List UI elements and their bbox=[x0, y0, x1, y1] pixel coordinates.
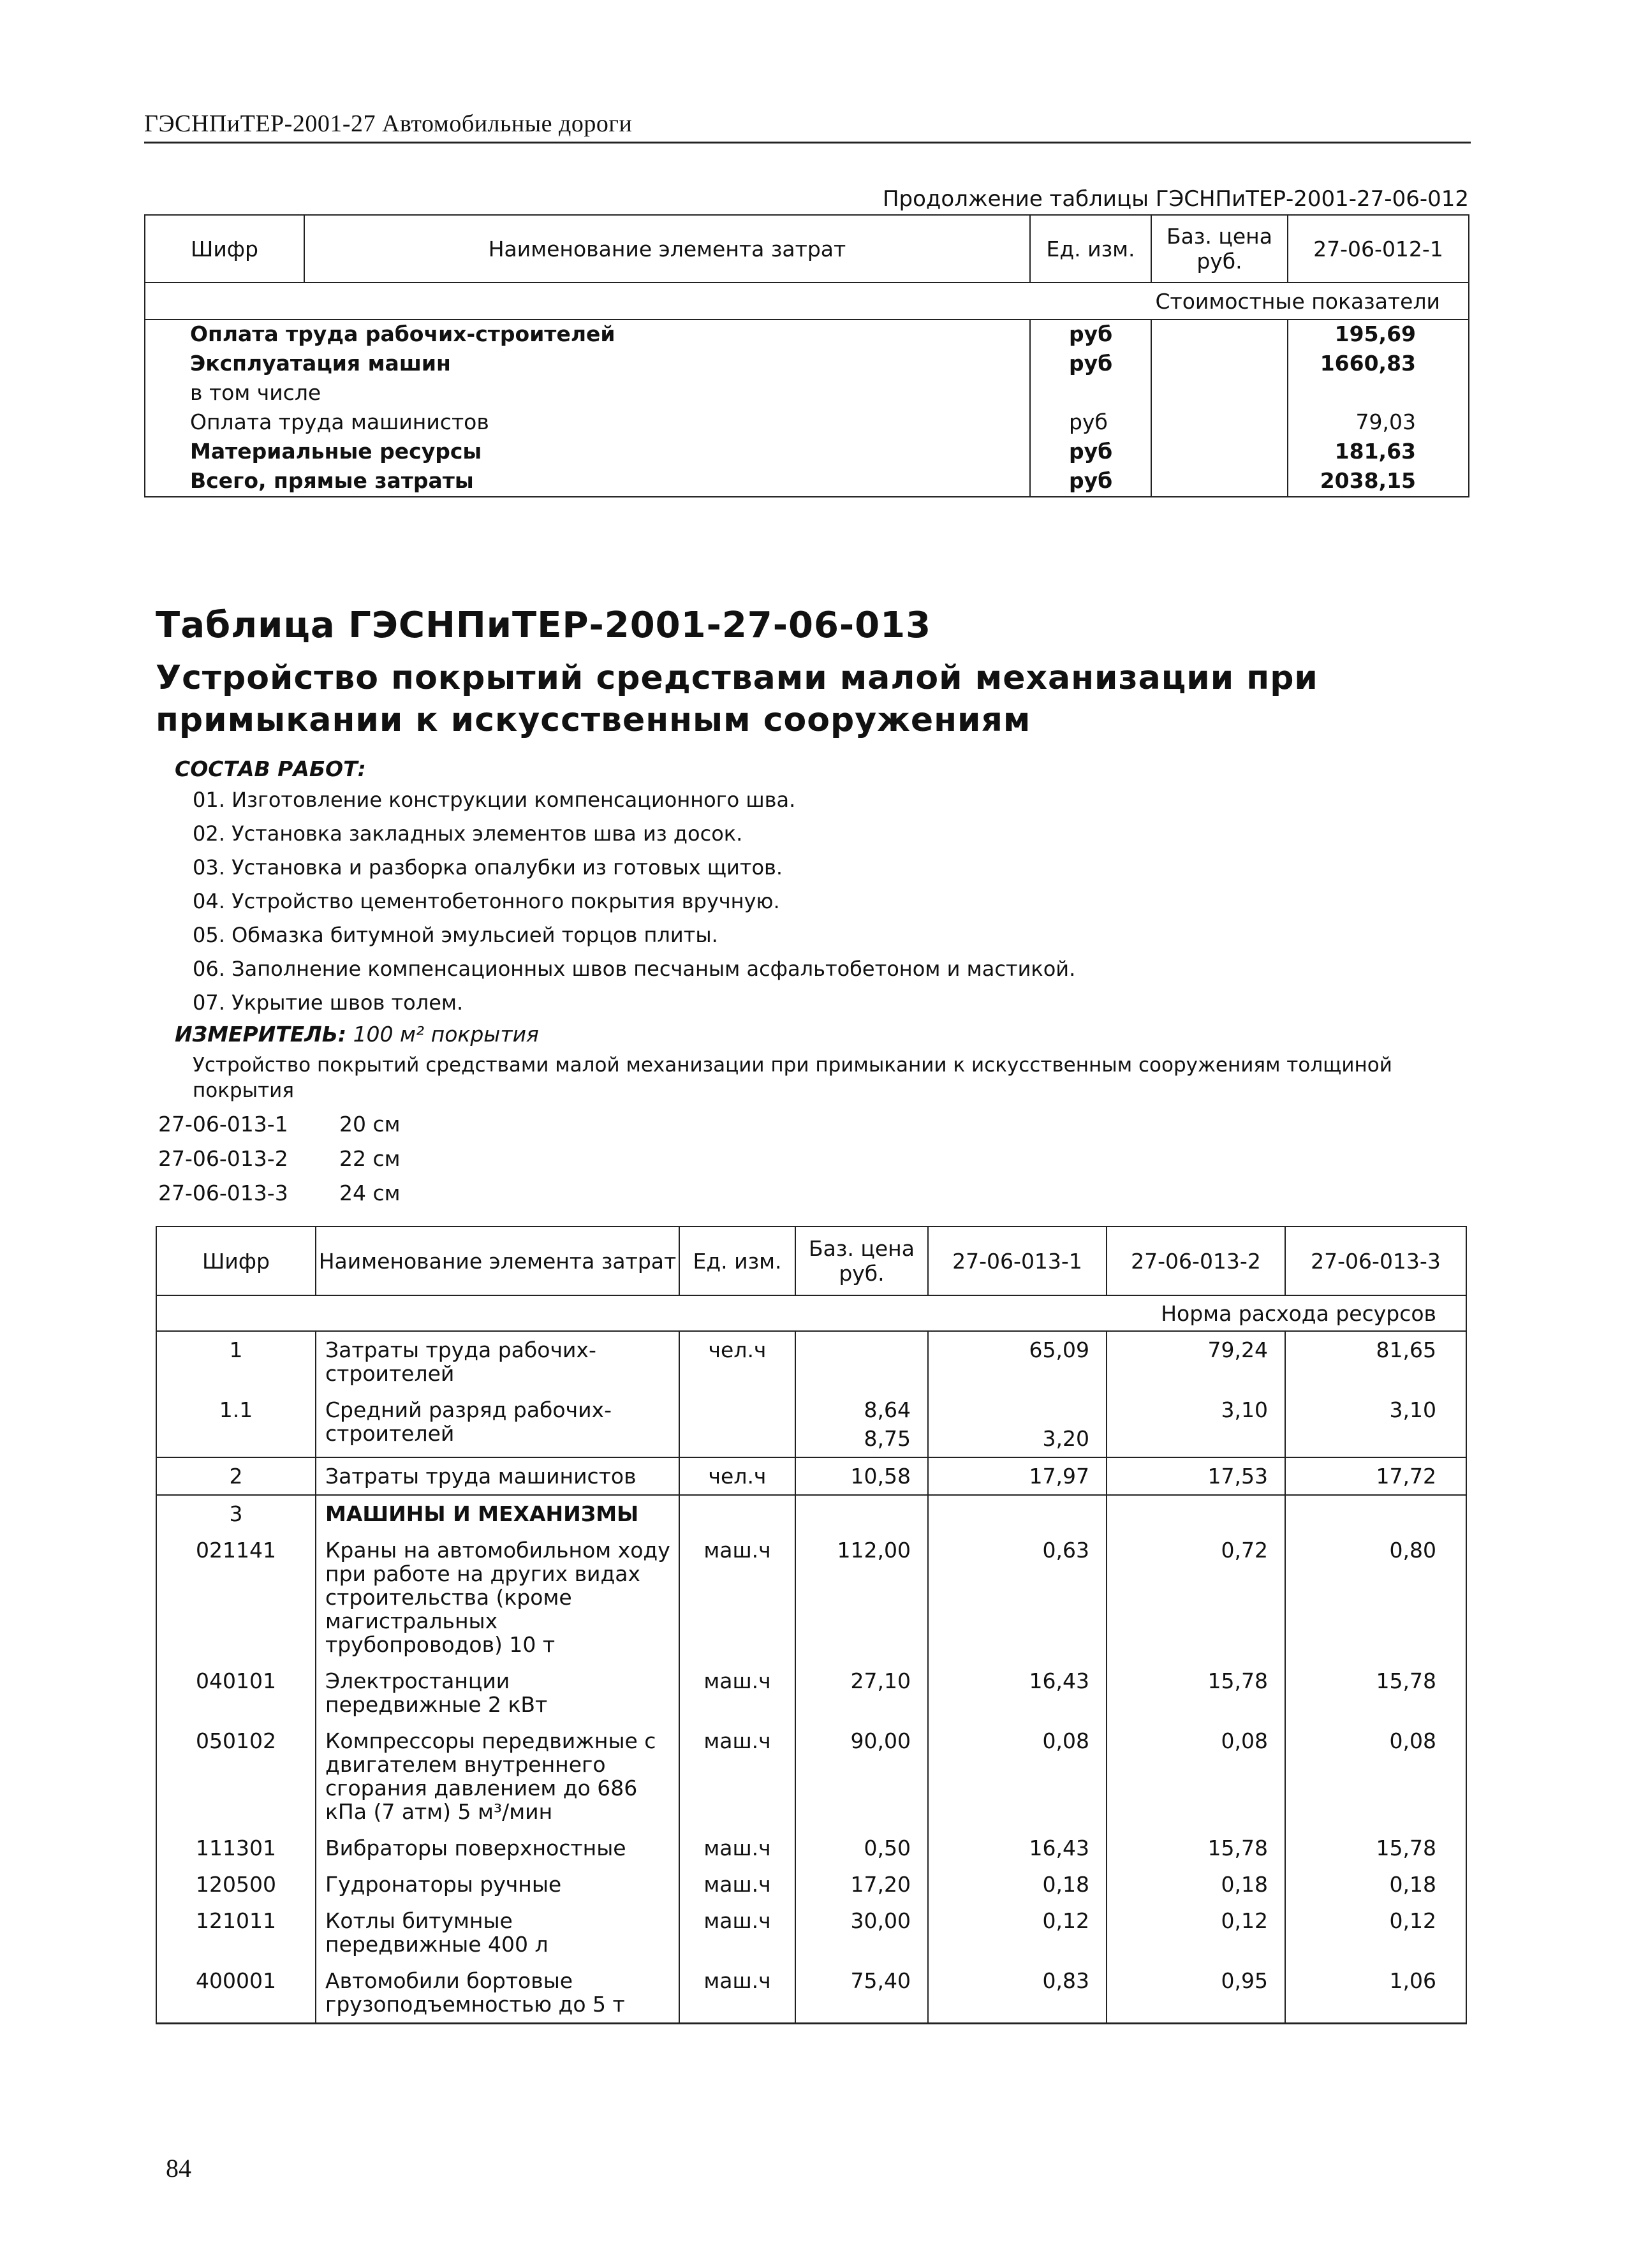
running-header: ГЭСНПиТЕР-2001-27 Автомобильные дороги bbox=[144, 110, 633, 137]
norm-value-2: 0,12 bbox=[1107, 1903, 1285, 1962]
norm-value-1 bbox=[928, 1830, 1107, 1866]
column-header: 27-06-012-1 bbox=[1288, 215, 1469, 283]
work-item: 05. Обмазка битумной эмульсией торцов плиты. bbox=[193, 923, 718, 947]
variant-row bbox=[158, 1107, 401, 1142]
variant-code: 27-06-013-2 bbox=[158, 1146, 288, 1171]
norm-value-3: 15,78 bbox=[1285, 1830, 1466, 1866]
cost-item-value: 195,69 bbox=[1288, 320, 1469, 350]
column-header: Баз. цена руб. bbox=[1151, 215, 1288, 283]
table-row bbox=[145, 379, 1469, 408]
norm-value-1 bbox=[928, 1532, 1107, 1663]
resource-price bbox=[795, 1723, 928, 1830]
resource-unit: маш.ч bbox=[679, 1962, 795, 2024]
norm-value: 0,18 bbox=[1042, 1872, 1089, 1897]
price-value: 10,58 bbox=[850, 1464, 911, 1489]
table-header-row bbox=[156, 1226, 1466, 1295]
table-row bbox=[156, 1457, 1466, 1495]
norm-value-2: 79,24 bbox=[1107, 1331, 1285, 1392]
resource-price bbox=[795, 1663, 928, 1723]
norm-value-secondary: 3,20 bbox=[1042, 1426, 1089, 1451]
cost-item-unit: руб bbox=[1030, 408, 1151, 438]
variant-list bbox=[158, 1107, 401, 1211]
price-value: 27,10 bbox=[850, 1668, 911, 1693]
column-header: 27-06-013-2 bbox=[1107, 1226, 1285, 1295]
resource-code: 3 bbox=[156, 1495, 316, 1532]
norm-value: 16,43 bbox=[1029, 1836, 1089, 1860]
cost-item-value: 1660,83 bbox=[1288, 350, 1469, 379]
works-list bbox=[193, 783, 1075, 1020]
column-header: Баз. цена руб. bbox=[795, 1226, 928, 1295]
table-row bbox=[145, 438, 1469, 467]
work-item: 02. Установка закладных элементов шва из досок. bbox=[193, 821, 743, 846]
table-subheader-row bbox=[145, 283, 1469, 320]
norm-value-1 bbox=[928, 1962, 1107, 2024]
norm-value-3: 0,18 bbox=[1285, 1866, 1466, 1903]
cost-item-price bbox=[1151, 320, 1288, 350]
norm-value: 17,97 bbox=[1029, 1464, 1089, 1489]
price-value-secondary: 8,75 bbox=[864, 1426, 911, 1451]
column-header: Наименование элемента затрат bbox=[316, 1226, 679, 1295]
table-row bbox=[145, 320, 1469, 350]
cost-item-unit: руб bbox=[1030, 467, 1151, 497]
column-header: Наименование элемента затрат bbox=[304, 215, 1030, 283]
table-row bbox=[156, 1392, 1466, 1457]
resource-unit: маш.ч bbox=[679, 1663, 795, 1723]
cost-item-unit: руб bbox=[1030, 350, 1151, 379]
norm-value-2: 0,72 bbox=[1107, 1532, 1285, 1663]
resource-price bbox=[795, 1532, 928, 1663]
resource-unit: маш.ч bbox=[679, 1866, 795, 1903]
resource-unit: чел.ч bbox=[679, 1331, 795, 1392]
resource-code: 050102 bbox=[156, 1723, 316, 1830]
price-value: 90,00 bbox=[850, 1728, 911, 1753]
resource-unit bbox=[679, 1495, 795, 1532]
variant-thickness: 22 см bbox=[339, 1146, 401, 1171]
resource-norms-table bbox=[156, 1226, 1467, 2024]
table-row bbox=[156, 1866, 1466, 1903]
column-header: Ед. изм. bbox=[679, 1226, 795, 1295]
norm-value-3: 81,65 bbox=[1285, 1331, 1466, 1392]
resource-unit: маш.ч bbox=[679, 1532, 795, 1663]
variant-thickness: 24 см bbox=[339, 1181, 401, 1205]
cost-item-price bbox=[1151, 408, 1288, 438]
norm-value-1 bbox=[928, 1457, 1107, 1495]
resource-code: 1.1 bbox=[156, 1392, 316, 1457]
resource-code: 121011 bbox=[156, 1903, 316, 1962]
variant-code: 27-06-013-3 bbox=[158, 1181, 288, 1205]
variant-row bbox=[158, 1142, 401, 1176]
norm-value: 65,09 bbox=[1029, 1337, 1089, 1362]
price-value: 30,00 bbox=[850, 1908, 911, 1933]
resource-code: 400001 bbox=[156, 1962, 316, 2024]
price-value: 0,50 bbox=[864, 1836, 911, 1860]
meter-line bbox=[175, 1022, 539, 1047]
table-subtitle: Устройство покрытий средствами малой механизации при примыкании к искусственным сооружениям bbox=[156, 659, 1318, 739]
cost-item-price bbox=[1151, 467, 1288, 497]
cost-item-unit bbox=[1030, 379, 1151, 408]
price-value: 8,64 bbox=[864, 1397, 911, 1422]
resource-name: Электростанции передвижные 2 кВт bbox=[316, 1663, 679, 1723]
header-rule bbox=[144, 142, 1471, 144]
column-header: Шифр bbox=[156, 1226, 316, 1295]
resource-code: 1 bbox=[156, 1331, 316, 1392]
norm-value-1 bbox=[928, 1392, 1107, 1457]
table-subheader-row bbox=[156, 1295, 1466, 1331]
resource-price bbox=[795, 1866, 928, 1903]
norm-value-3: 0,08 bbox=[1285, 1723, 1466, 1830]
column-header: Шифр bbox=[145, 215, 304, 283]
norm-value-3: 3,10 bbox=[1285, 1392, 1466, 1457]
resource-code: 2 bbox=[156, 1457, 316, 1495]
norm-value: 0,63 bbox=[1042, 1538, 1089, 1563]
cost-item-name: Материальные ресурсы bbox=[145, 438, 1030, 467]
cost-item-value bbox=[1288, 379, 1469, 408]
cost-item-value: 181,63 bbox=[1288, 438, 1469, 467]
resource-price bbox=[795, 1457, 928, 1495]
resource-name: Краны на автомобильном ходу при работе на других видах строительства (кроме магистральных трубопроводов) 10 т bbox=[316, 1532, 679, 1663]
cost-item-name: Оплата труда машинистов bbox=[145, 408, 1030, 438]
cost-item-name: Эксплуатация машин bbox=[145, 350, 1030, 379]
table-row bbox=[145, 408, 1469, 438]
norm-value-3: 0,80 bbox=[1285, 1532, 1466, 1663]
resource-unit: чел.ч bbox=[679, 1457, 795, 1495]
table-row bbox=[145, 350, 1469, 379]
norm-value-2: 17,53 bbox=[1107, 1457, 1285, 1495]
cost-item-value: 79,03 bbox=[1288, 408, 1469, 438]
resource-code: 111301 bbox=[156, 1830, 316, 1866]
resource-name: Автомобили бортовые грузоподъемностью до 5 т bbox=[316, 1962, 679, 2024]
norm-value-1 bbox=[928, 1723, 1107, 1830]
cost-item-unit: руб bbox=[1030, 438, 1151, 467]
column-header: 27-06-013-1 bbox=[928, 1226, 1107, 1295]
resource-code: 040101 bbox=[156, 1663, 316, 1723]
table-title: Таблица ГЭСНПиТЕР-2001-27-06-013 bbox=[156, 605, 932, 646]
norm-value-3: 17,72 bbox=[1285, 1457, 1466, 1495]
table-header-row bbox=[145, 215, 1469, 283]
resource-unit: маш.ч bbox=[679, 1903, 795, 1962]
resource-name: Гудронаторы ручные bbox=[316, 1866, 679, 1903]
norm-value: 0,12 bbox=[1042, 1908, 1089, 1933]
cost-item-unit: руб bbox=[1030, 320, 1151, 350]
cost-item-value: 2038,15 bbox=[1288, 467, 1469, 497]
resource-code: 120500 bbox=[156, 1866, 316, 1903]
works-heading: СОСТАВ РАБОТ: bbox=[175, 756, 366, 781]
norm-value-1 bbox=[928, 1331, 1107, 1392]
work-item: 03. Установка и разборка опалубки из готовых щитов. bbox=[193, 855, 783, 880]
column-header: 27-06-013-3 bbox=[1285, 1226, 1466, 1295]
resource-code: 021141 bbox=[156, 1532, 316, 1663]
norm-value-3: 1,06 bbox=[1285, 1962, 1466, 2024]
resource-price bbox=[795, 1495, 928, 1532]
norm-value-2: 0,18 bbox=[1107, 1866, 1285, 1903]
page-number: 84 bbox=[166, 2154, 191, 2183]
norm-value: 16,43 bbox=[1029, 1668, 1089, 1693]
table-row bbox=[156, 1331, 1466, 1392]
norm-value-2: 3,10 bbox=[1107, 1392, 1285, 1457]
cost-item-name: Оплата труда рабочих-строителей bbox=[145, 320, 1030, 350]
resource-price bbox=[795, 1331, 928, 1392]
resource-price bbox=[795, 1830, 928, 1866]
price-value: 75,40 bbox=[850, 1968, 911, 1993]
table-row bbox=[156, 1495, 1466, 1532]
cost-item-price bbox=[1151, 438, 1288, 467]
meter-description: Устройство покрытий средствами малой механизации при примыкании к искусственным сооружениям толщиной покрытия bbox=[193, 1054, 1392, 1102]
table-row bbox=[156, 1663, 1466, 1723]
norm-value-2: 15,78 bbox=[1107, 1663, 1285, 1723]
cost-item-price bbox=[1151, 379, 1288, 408]
norm-value: 0,83 bbox=[1042, 1968, 1089, 1993]
norm-value-1 bbox=[928, 1903, 1107, 1962]
work-item: 07. Укрытие швов толем. bbox=[193, 990, 464, 1015]
norm-value-1 bbox=[928, 1663, 1107, 1723]
norm-value-1 bbox=[928, 1866, 1107, 1903]
norm-value-3 bbox=[1285, 1495, 1466, 1532]
resource-name: Вибраторы поверхностные bbox=[316, 1830, 679, 1866]
meter-label: ИЗМЕРИТЕЛЬ: bbox=[175, 1022, 347, 1047]
resource-name: Компрессоры передвижные с двигателем внутреннего сгорания давлением до 686 кПа (7 атм) 5 м³/мин bbox=[316, 1723, 679, 1830]
table-row bbox=[156, 1723, 1466, 1830]
subheader-label: Норма расхода ресурсов bbox=[156, 1295, 1466, 1331]
table-row bbox=[156, 1903, 1466, 1962]
work-item: 04. Устройство цементобетонного покрытия вручную. bbox=[193, 889, 780, 913]
cost-item-price bbox=[1151, 350, 1288, 379]
variant-thickness: 20 см bbox=[339, 1112, 401, 1137]
resource-price bbox=[795, 1392, 928, 1457]
norm-value-2: 0,08 bbox=[1107, 1723, 1285, 1830]
norm-value-3: 15,78 bbox=[1285, 1663, 1466, 1723]
norm-value-2 bbox=[1107, 1495, 1285, 1532]
table-row bbox=[145, 467, 1469, 497]
cost-indicators-table bbox=[144, 214, 1469, 497]
norm-value-3: 0,12 bbox=[1285, 1903, 1466, 1962]
variant-row bbox=[158, 1176, 401, 1211]
table-row bbox=[156, 1962, 1466, 2024]
norm-value-1 bbox=[928, 1495, 1107, 1532]
resource-name: Затраты труда рабочих-строителей bbox=[316, 1331, 679, 1392]
subheader-label: Стоимостные показатели bbox=[145, 283, 1469, 320]
resource-price bbox=[795, 1903, 928, 1962]
table-row bbox=[156, 1532, 1466, 1663]
cost-item-name: Всего, прямые затраты bbox=[145, 467, 1030, 497]
variant-code: 27-06-013-1 bbox=[158, 1112, 288, 1137]
table-continuation-label: Продолжение таблицы ГЭСНПиТЕР-2001-27-06-012 bbox=[882, 186, 1469, 212]
norm-value-2: 0,95 bbox=[1107, 1962, 1285, 2024]
table-row bbox=[156, 1830, 1466, 1866]
column-header: Ед. изм. bbox=[1030, 215, 1151, 283]
norm-value: 0,08 bbox=[1042, 1728, 1089, 1753]
work-item: 06. Заполнение компенсационных швов песчаным асфальтобетоном и мастикой. bbox=[193, 957, 1076, 981]
resource-unit bbox=[679, 1392, 795, 1457]
cost-item-name: в том числе bbox=[145, 379, 1030, 408]
work-item: 01. Изготовление конструкции компенсационного шва. bbox=[193, 788, 796, 812]
resource-name: МАШИНЫ И МЕХАНИЗМЫ bbox=[316, 1495, 679, 1532]
resource-price bbox=[795, 1962, 928, 2024]
resource-name: Котлы битумные передвижные 400 л bbox=[316, 1903, 679, 1962]
norm-value-2: 15,78 bbox=[1107, 1830, 1285, 1866]
meter-value: 100 м² покрытия bbox=[353, 1022, 539, 1047]
resource-unit: маш.ч bbox=[679, 1830, 795, 1866]
resource-name: Затраты труда машинистов bbox=[316, 1457, 679, 1495]
price-value: 112,00 bbox=[837, 1538, 911, 1563]
resource-unit: маш.ч bbox=[679, 1723, 795, 1830]
resource-name: Средний разряд рабочих-строителей bbox=[316, 1392, 679, 1457]
price-value: 17,20 bbox=[850, 1872, 911, 1897]
